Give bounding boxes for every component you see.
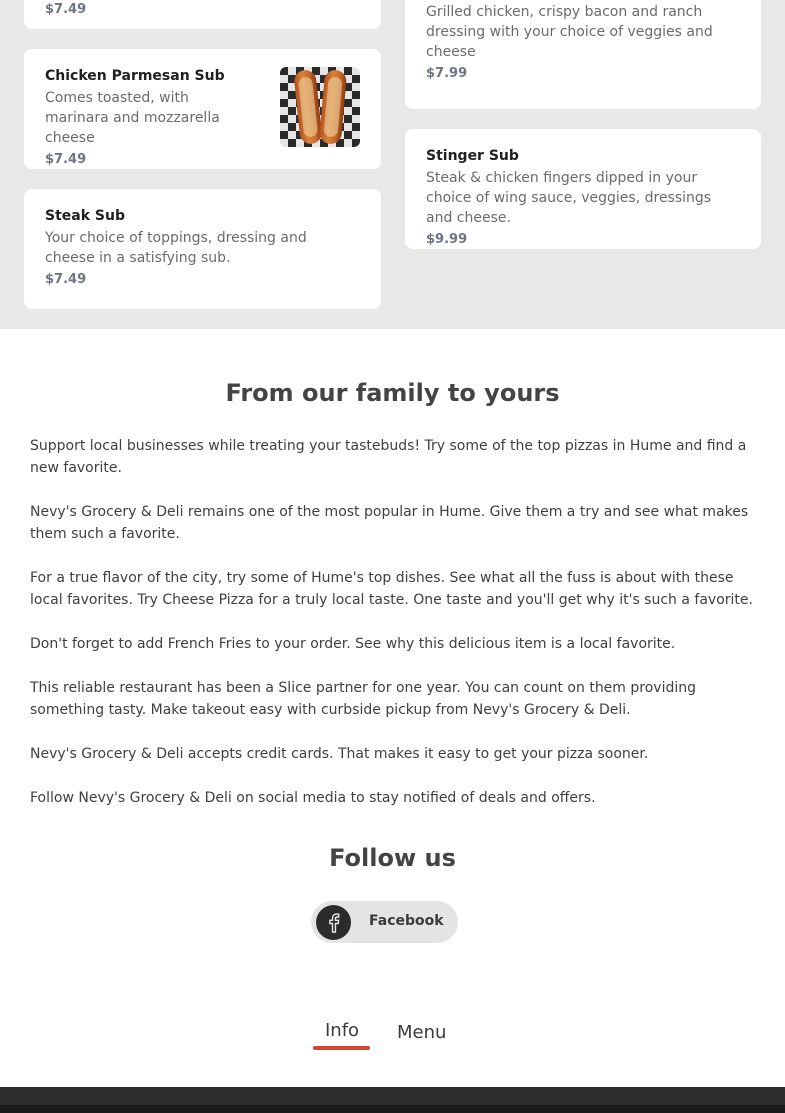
menu-item-name: Chicken Parmesan Sub xyxy=(45,68,225,84)
tab-menu[interactable]: Menu xyxy=(397,1022,447,1043)
facebook-icon xyxy=(316,905,351,940)
footer xyxy=(0,1087,785,1113)
footer-bar xyxy=(0,1105,785,1113)
menu-item-card[interactable] xyxy=(405,129,761,249)
menu-item-description: Your choice of toppings, dressing and cheese in a satisfying sub. xyxy=(45,230,307,266)
about-heading: From our family to yours xyxy=(225,379,560,407)
menu-item-description: Steak & chicken fingers dipped in your choice of wing sauce, veggies, dressings and cheese. xyxy=(426,170,712,226)
menu-item-card[interactable] xyxy=(405,0,761,109)
menu-item-photo xyxy=(280,67,360,147)
menu-item-price: $7.49 xyxy=(45,272,87,287)
menu-item-price: $7.49 xyxy=(45,152,87,167)
about-paragraph: Follow Nevy's Grocery & Deli on social media to stay notified of deals and offers. xyxy=(30,790,596,806)
about-paragraph: Support local businesses while treating your tastebuds! Try some of the top pizzas in Hume and find a new favorite. xyxy=(30,438,747,476)
about-paragraph: For a true flavor of the city, try some of Hume's top dishes. See what all the fuss is about with these local favorites. Try Cheese Pizza for a truly local taste. One taste and you'll get why it's such a favorite. xyxy=(30,570,753,608)
menu-item-description: Comes toasted, with marinara and mozzarella cheese xyxy=(45,90,220,146)
menu-item-card[interactable] xyxy=(24,49,381,169)
menu-item-price: $7.99 xyxy=(426,66,468,81)
menu-item-price: $9.99 xyxy=(426,232,468,247)
about-paragraph: Nevy's Grocery & Deli remains one of the most popular in Hume. Give them a try and see what makes them such a favorite. xyxy=(30,504,749,542)
facebook-button[interactable] xyxy=(311,901,458,943)
menu-item-description: Grilled chicken, crispy bacon and ranch dressing with your choice of veggies and cheese xyxy=(426,4,713,60)
tab-info[interactable]: Info xyxy=(325,1020,360,1041)
about-paragraph: This reliable restaurant has been a Slice partner for one year. You can count on them providing something tasty. Make takeout easy with curbside pickup from Nevy's Grocery & Deli. xyxy=(30,680,696,718)
menu-item-card[interactable] xyxy=(24,0,381,29)
menu-section xyxy=(0,0,785,329)
about-paragraph: Nevy's Grocery & Deli accepts credit cards. That makes it easy to get your pizza sooner. xyxy=(30,746,649,762)
menu-item-name: Steak Sub xyxy=(45,208,125,224)
active-tab-indicator xyxy=(313,1046,370,1050)
about-paragraph: Don't forget to add French Fries to your order. See why this delicious item is a local favorite. xyxy=(30,636,676,652)
menu-item-price: $7.49 xyxy=(45,2,87,17)
follow-heading: Follow us xyxy=(329,844,456,872)
menu-item-card[interactable] xyxy=(24,189,381,309)
page-tabs xyxy=(0,1015,785,1055)
menu-item-name: Stinger Sub xyxy=(426,148,519,164)
facebook-label: Facebook xyxy=(369,913,444,929)
